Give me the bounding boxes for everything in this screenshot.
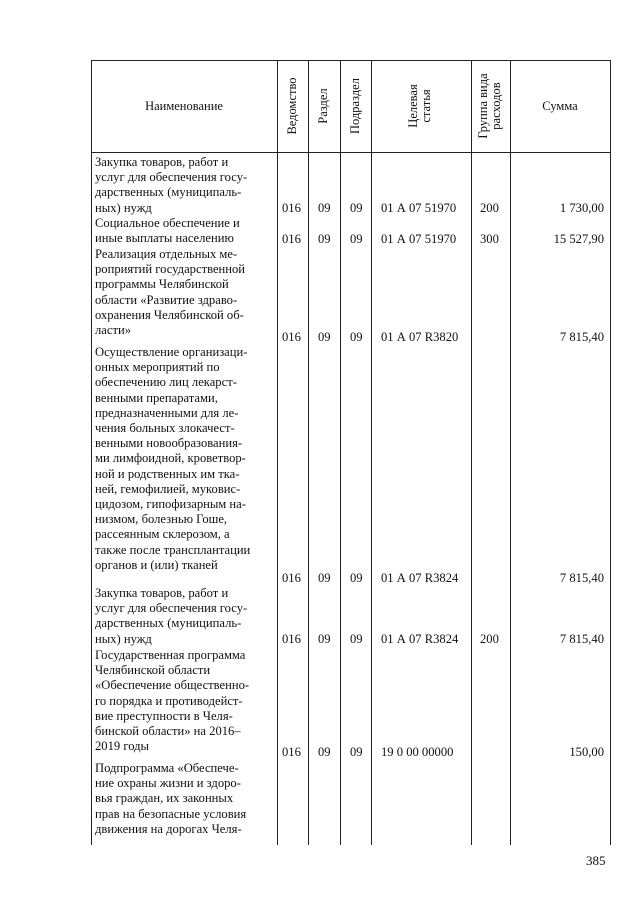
row-1-group: 200 xyxy=(480,201,499,215)
header-sum: Сумма xyxy=(542,99,578,113)
row-2-target: 01 А 07 51970 xyxy=(381,232,457,246)
header-name: Наименование xyxy=(145,99,223,113)
header-podrazdel: Подраздел xyxy=(348,78,362,134)
header-group-line1: Группа вида xyxy=(476,73,490,139)
row-5-group: 200 xyxy=(480,632,499,646)
header-target-line1: Целевая xyxy=(406,84,420,128)
row-4-ved: 016 xyxy=(282,571,301,585)
col-border-razdel xyxy=(340,60,341,845)
row-3-razdel: 09 xyxy=(318,330,331,344)
col-border-podrazdel xyxy=(371,60,372,845)
header-group-line2: расходов xyxy=(489,82,503,130)
col-border-ved xyxy=(308,60,309,845)
row-4-sum: 7 815,40 xyxy=(559,571,604,585)
col-border-right xyxy=(610,60,611,845)
row-2-name: Социальное обеспечение и иные выплаты населению xyxy=(95,216,240,246)
row-1-ved: 016 xyxy=(282,201,301,215)
header-razdel: Раздел xyxy=(316,88,330,124)
row-6-target: 19 0 00 00000 xyxy=(381,745,454,759)
row-6-sum: 150,00 xyxy=(569,745,604,759)
row-6-podrazdel: 09 xyxy=(350,745,363,759)
col-border-name xyxy=(277,60,278,845)
row-1-name: Закупка товаров, работ и услуг для обеспечения госу- дарственных (муниципаль- ных) нужд xyxy=(95,155,248,215)
row-3-podrazdel: 09 xyxy=(350,330,363,344)
header-vedomstvo: Ведомство xyxy=(285,77,299,135)
col-border-target xyxy=(471,60,472,845)
row-4-razdel: 09 xyxy=(318,571,331,585)
row-5-podrazdel: 09 xyxy=(350,632,363,646)
header-bottom-border xyxy=(91,152,611,153)
row-5-target: 01 А 07 R3824 xyxy=(381,632,459,646)
header-expense-group xyxy=(477,61,505,151)
row-4-name: Осуществление организаци- онных мероприятий по обеспечению лиц лекарст- венными препаратами, предназначенными для ле- чения больных злокачест- венными новообразования- ми лимфоидной, кроветвор- ной и родственных им тка- ней, гемофилией, муковис- цидозом, гипофизарным на- низмом, болезнью Гоше, рассеянным склерозом, а также после трансплантации органов и (или) тканей xyxy=(95,345,251,572)
row-3-name: Реализация отдельных ме- роприятий государственной программы Челябинской области «Развитие здраво- охранения Челябинской об- ласти» xyxy=(95,247,246,338)
row-3-ved: 016 xyxy=(282,330,301,344)
row-1-podrazdel: 09 xyxy=(350,201,363,215)
row-2-razdel: 09 xyxy=(318,232,331,246)
row-5-sum: 7 815,40 xyxy=(559,632,604,646)
row-2-sum: 15 527,90 xyxy=(553,232,604,246)
page-number: 385 xyxy=(586,853,606,868)
row-1-sum: 1 730,00 xyxy=(559,201,604,215)
row-6-ved: 016 xyxy=(282,745,301,759)
row-7-name: Подпрограмма «Обеспече- ние охраны жизни и здоро- вья граждан, их законных прав на безопасные условия движения на дорогах Челя- xyxy=(95,761,247,836)
header-target-line2: статья xyxy=(419,89,433,123)
row-2-podrazdel: 09 xyxy=(350,232,363,246)
col-border-group xyxy=(510,60,511,845)
row-4-podrazdel: 09 xyxy=(350,571,363,585)
row-3-target: 01 А 07 R3820 xyxy=(381,330,459,344)
col-border-left xyxy=(91,60,92,845)
row-2-ved: 016 xyxy=(282,232,301,246)
header-target-article xyxy=(407,61,435,151)
row-5-ved: 016 xyxy=(282,632,301,646)
row-1-target: 01 А 07 51970 xyxy=(381,201,457,215)
row-6-razdel: 09 xyxy=(318,745,331,759)
row-5-razdel: 09 xyxy=(318,632,331,646)
row-4-target: 01 А 07 R3824 xyxy=(381,571,459,585)
row-6-name: Государственная программа Челябинской области «Обеспечение общественно- го порядка и противодейст- вие преступности в Челя- бинской области» на 2016– 2019 годы xyxy=(95,648,250,754)
row-1-razdel: 09 xyxy=(318,201,331,215)
row-2-group: 300 xyxy=(480,232,499,246)
row-5-name: Закупка товаров, работ и услуг для обеспечения госу- дарственных (муниципаль- ных) нужд xyxy=(95,586,248,646)
row-3-sum: 7 815,40 xyxy=(559,330,604,344)
